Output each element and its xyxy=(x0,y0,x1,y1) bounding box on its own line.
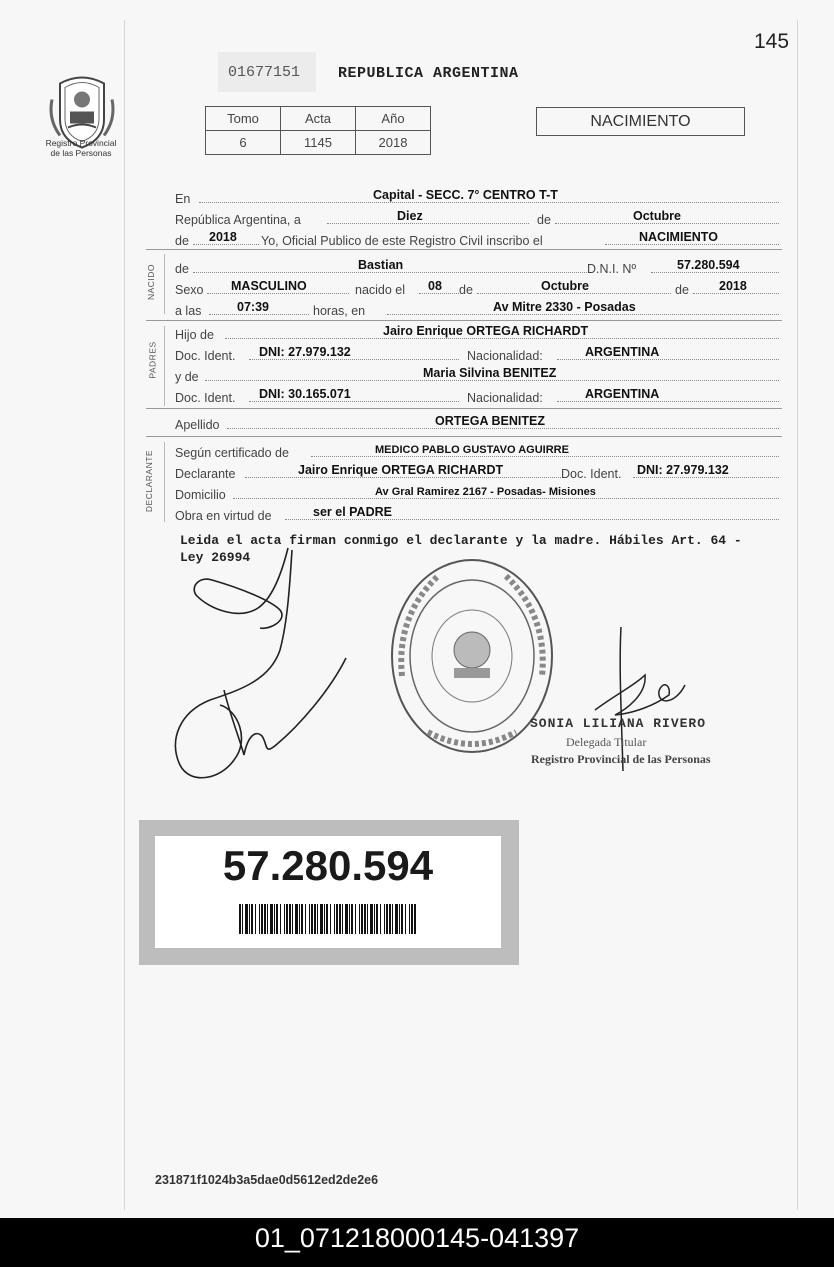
section-label-declarante: DECLARANTE xyxy=(144,449,155,513)
field-label: República Argentina, a xyxy=(175,213,301,227)
field-value: DNI: 27.979.132 xyxy=(259,345,351,359)
field-label: nacido el xyxy=(355,283,406,297)
field-value: 08 xyxy=(428,279,442,293)
field-label: Nacionalidad: xyxy=(467,391,543,405)
register-value: 1145 xyxy=(281,131,356,155)
section-label-padres: PADRES xyxy=(147,341,158,379)
officer-role: Delegada Titular xyxy=(566,735,647,749)
register-header: Año xyxy=(356,107,431,131)
field-en xyxy=(175,186,779,206)
field-label: de xyxy=(175,234,189,248)
serial-number-box xyxy=(218,52,316,92)
field-value: 2018 xyxy=(719,279,747,293)
field-hijo xyxy=(175,322,779,342)
logo-caption: Registro Provincial de las Personas xyxy=(45,138,117,158)
field-nombre xyxy=(175,256,779,276)
field-label: de xyxy=(175,262,189,276)
field-label: de xyxy=(675,283,689,297)
field-label: y de xyxy=(175,370,199,384)
field-label: de xyxy=(459,283,473,297)
field-yde xyxy=(175,364,779,384)
field-label: Doc. Ident. xyxy=(561,467,622,481)
field-label: Nacionalidad: xyxy=(467,349,543,363)
field-certificado xyxy=(175,440,779,460)
field-apellido xyxy=(175,412,779,432)
field-value: DNI: 27.979.132 xyxy=(637,463,729,477)
register-header: Tomo xyxy=(206,107,281,131)
field-padre-doc xyxy=(175,343,779,363)
field-value: MEDICO PABLO GUSTAVO AGUIRRE xyxy=(375,444,569,456)
id-number: 57.280.594 xyxy=(222,842,434,889)
field-label: Doc. Ident. xyxy=(175,391,236,405)
field-value: Jairo Enrique ORTEGA RICHARDT xyxy=(298,463,504,477)
field-value: 07:39 xyxy=(237,300,269,314)
field-domicilio xyxy=(175,482,779,502)
field-value: Av Gral Ramirez 2167 - Posadas- Misiones xyxy=(375,486,596,498)
footer-bar xyxy=(0,1218,834,1267)
field-sexo xyxy=(175,277,779,297)
field-label: Obra en virtud de xyxy=(175,509,272,523)
section-label-nacido: NACIDO xyxy=(146,263,157,301)
field-label: Sexo xyxy=(175,283,204,297)
register-header: Acta xyxy=(281,107,356,131)
field-label: Hijo de xyxy=(175,328,214,342)
field-obra xyxy=(175,503,779,523)
field-value: 2018 xyxy=(209,230,237,244)
field-label: Según certificado de xyxy=(175,446,289,460)
field-label: Doc. Ident. xyxy=(175,349,236,363)
officer-organization: Registro Provincial de las Personas xyxy=(531,752,711,766)
page-left-edge xyxy=(124,20,125,1210)
serial-number: 01677151 xyxy=(228,64,301,81)
field-label: Declarante xyxy=(175,467,236,481)
field-label: En xyxy=(175,192,191,206)
field-label: Yo, Oficial Publico de este Registro Civil inscribo el xyxy=(261,234,543,248)
field-value: ARGENTINA xyxy=(585,345,660,359)
field-label: D.N.I. Nº xyxy=(587,262,637,276)
field-value: MASCULINO xyxy=(231,279,307,293)
footer-code: 01_071218000145-041397 xyxy=(254,1223,580,1253)
field-label: horas, en xyxy=(313,304,366,318)
field-value: Av Mitre 2330 - Posadas xyxy=(493,300,636,314)
field-value: Diez xyxy=(397,209,423,223)
register-value: 6 xyxy=(206,131,281,155)
register-table xyxy=(205,106,431,155)
field-declarante xyxy=(175,461,779,481)
field-label: Apellido xyxy=(175,418,220,432)
country-title: REPUBLICA ARGENTINA xyxy=(338,65,519,82)
field-value: NACIMIENTO xyxy=(639,230,718,244)
field-value: ORTEGA BENITEZ xyxy=(435,414,545,428)
field-value: Jairo Enrique ORTEGA RICHARDT xyxy=(383,324,589,338)
field-republica xyxy=(175,207,779,227)
field-value: ser el PADRE xyxy=(313,505,392,519)
field-value: Capital - SECC. 7° CENTRO T-T xyxy=(373,188,558,202)
page-number: 145 xyxy=(754,30,790,53)
field-anio xyxy=(175,228,779,248)
register-value-row xyxy=(206,131,431,155)
register-header-row xyxy=(206,107,431,131)
field-value: Octubre xyxy=(541,279,589,293)
field-value: Octubre xyxy=(633,209,681,223)
barcode xyxy=(239,904,419,934)
field-label: a las xyxy=(175,304,202,318)
field-madre-doc xyxy=(175,385,779,405)
field-value: Maria Silvina BENITEZ xyxy=(423,366,557,380)
closing-text: Leida el acta firman conmigo el declarante y la madre. Hábiles Art. 64 - Ley 26994 xyxy=(180,533,742,565)
declarant-signature xyxy=(160,540,350,790)
field-value: 57.280.594 xyxy=(677,258,740,272)
register-value: 2018 xyxy=(356,131,431,155)
field-label: de xyxy=(537,213,551,227)
field-value: Bastian xyxy=(358,258,404,272)
field-label: Domicilio xyxy=(175,488,226,502)
document-hash: 231871f1024b3a5dae0d5612ed2de2e6 xyxy=(155,1173,379,1187)
id-number-box xyxy=(139,820,519,965)
page-right-edge xyxy=(797,20,798,1210)
field-value: ARGENTINA xyxy=(585,387,660,401)
officer-name: SONIA LILIANA RIVERO xyxy=(530,716,707,731)
field-value: DNI: 30.165.071 xyxy=(259,387,351,401)
act-type-box: NACIMIENTO xyxy=(536,107,745,136)
field-hora xyxy=(175,298,779,318)
